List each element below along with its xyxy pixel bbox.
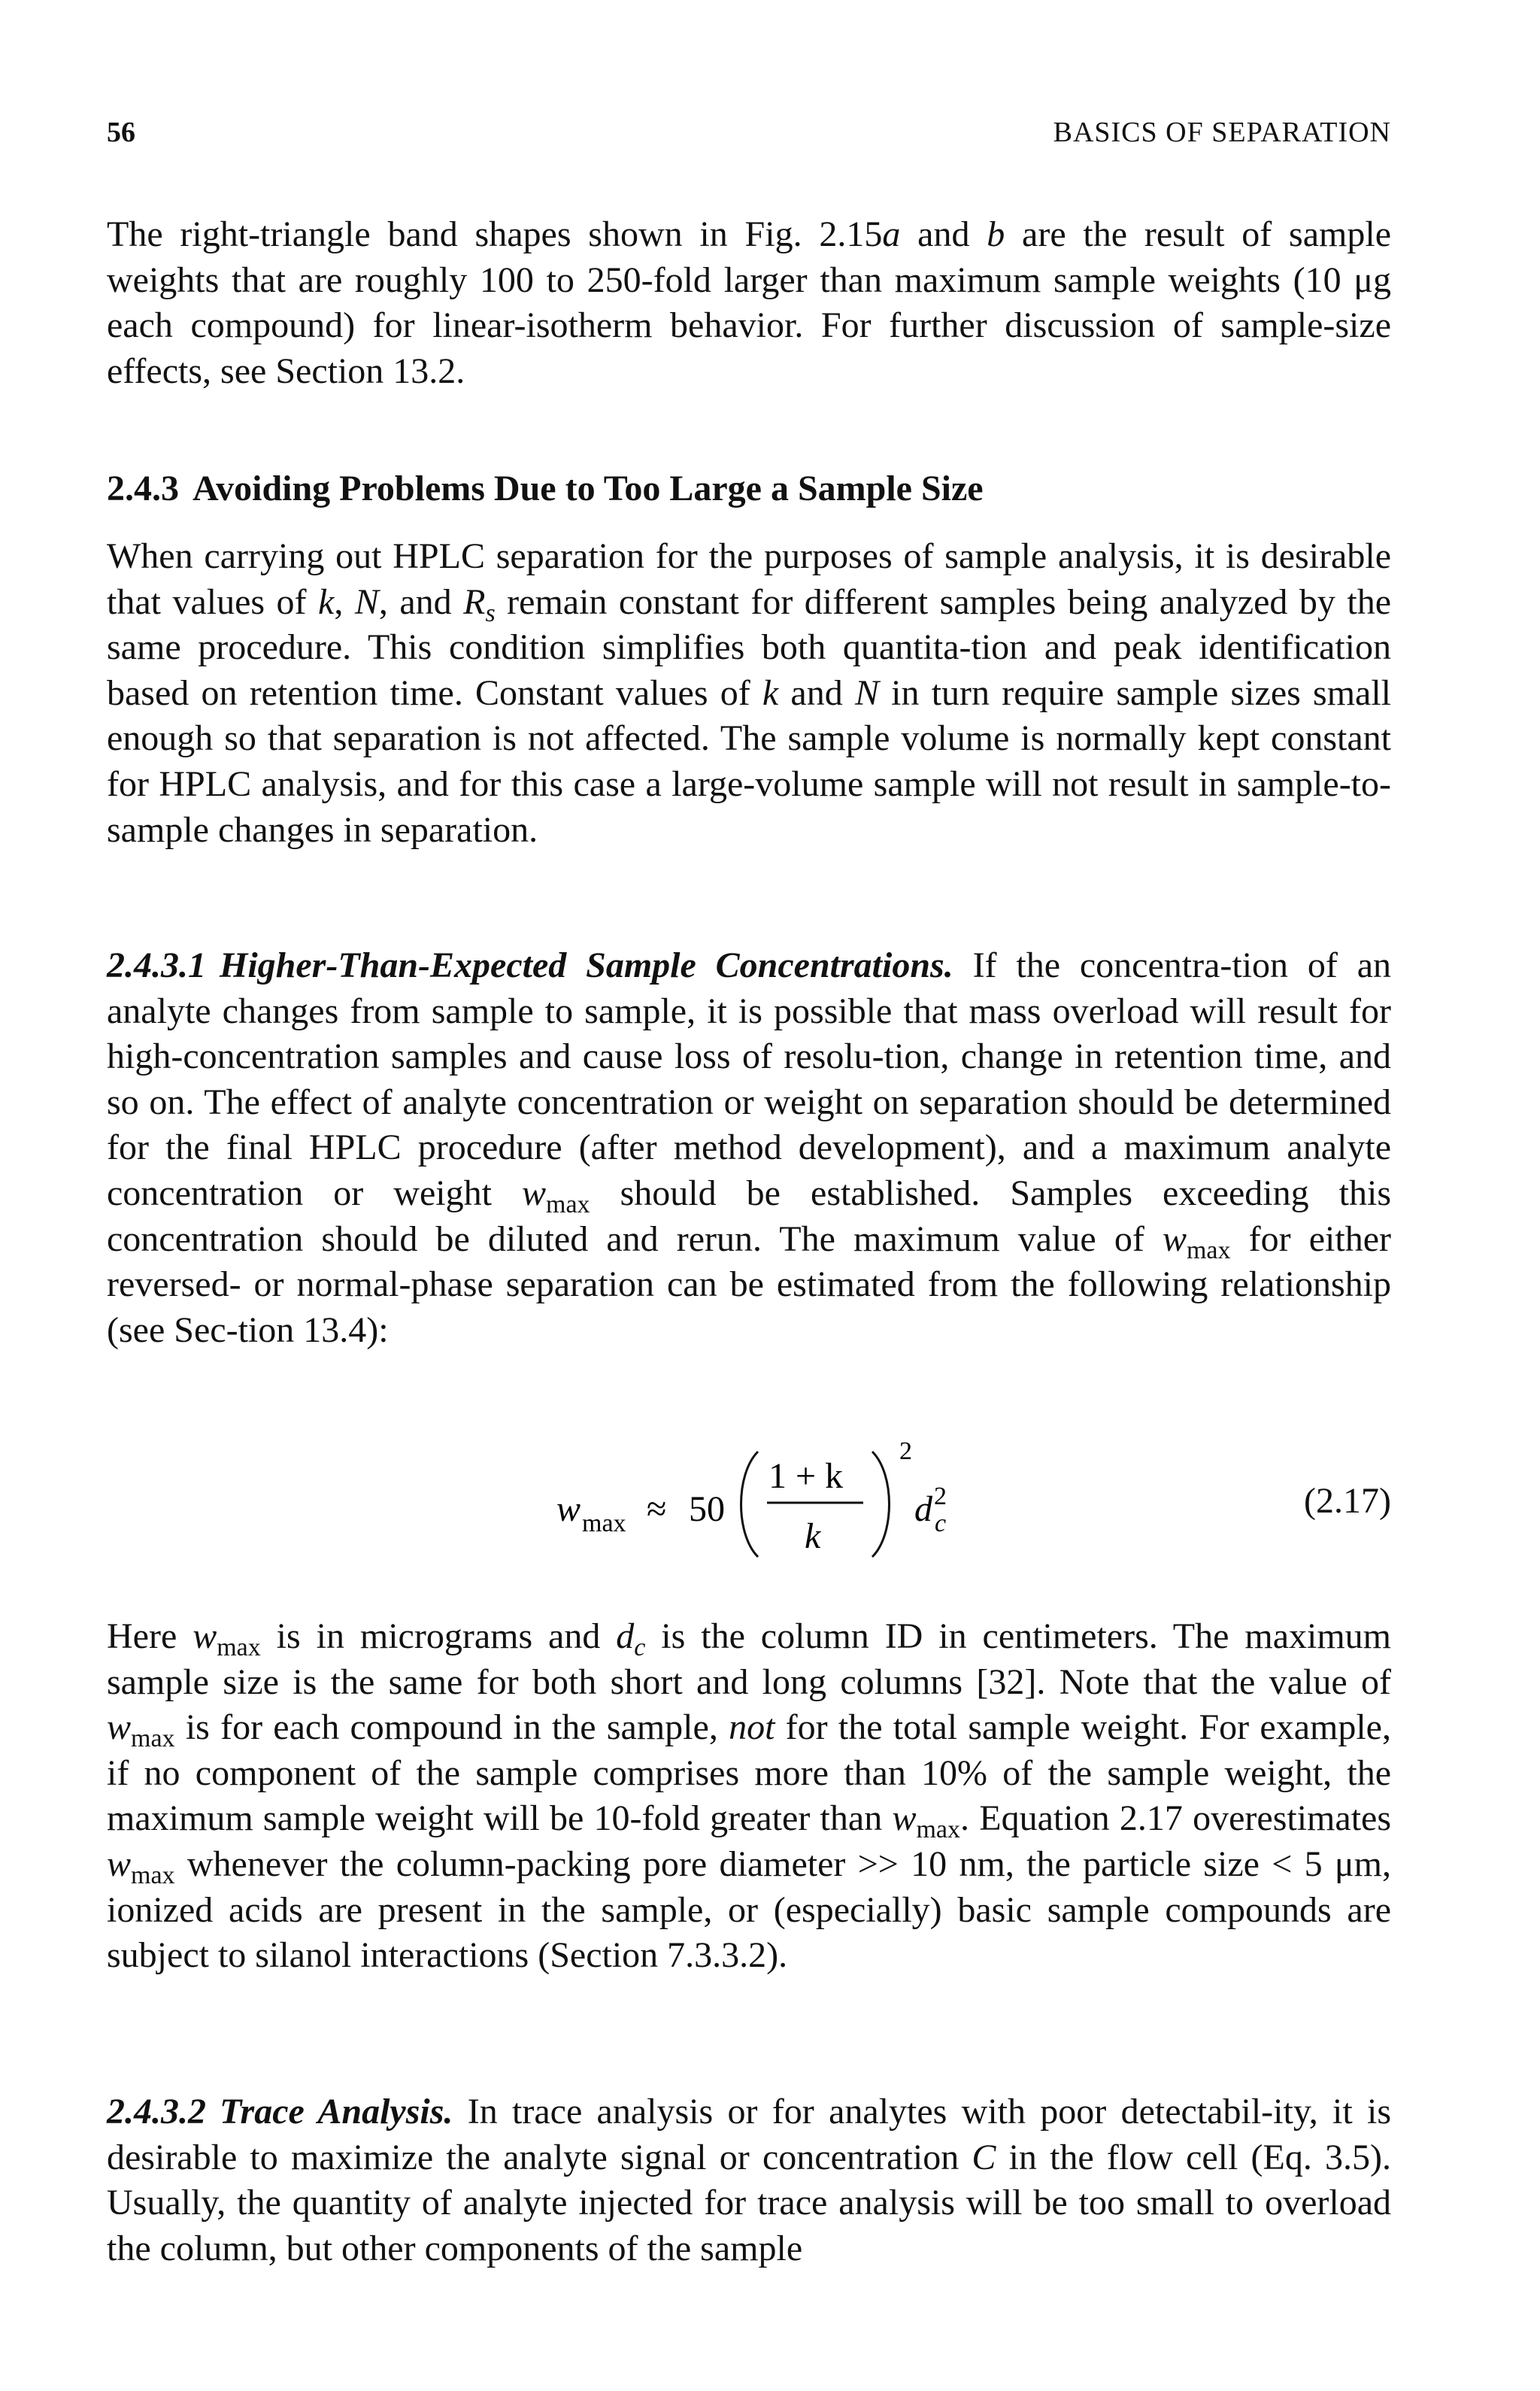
equation-d-exponent: 2 [934, 1482, 947, 1510]
subscript-max: max [131, 1861, 175, 1889]
section-number: 2.4.3 [107, 469, 179, 508]
italic-emphasis: not [729, 1707, 775, 1748]
subsection-number: 2.4.3.2 [107, 2092, 206, 2132]
text-run: If the concentra-tion of an analyte changes from sample to sample, it is possible that mass overload will result for high-concentration samples and cause loss of resolu-tion, change in retention time, and so on. The effect of analyte concentration or weight on separation should be determined for the final HPLC procedure (after method development), and a maximum analyte concentration or weight [107, 945, 1392, 1213]
variable-w: w [107, 1843, 132, 1884]
text-run: is for each compound in the sample, [174, 1707, 729, 1748]
equation-exponent: 2 [899, 1437, 912, 1465]
text-run: The right-triangle band shapes shown in Fig. 2.15 [107, 214, 883, 254]
equation-lhs-variable: w [556, 1489, 581, 1529]
variable-r: R [463, 581, 486, 622]
subscript-c: c [634, 1634, 646, 1661]
subscript-max: max [131, 1725, 175, 1753]
section-heading [107, 466, 1391, 511]
subscript-max: max [916, 1816, 961, 1844]
left-paren [741, 1452, 759, 1557]
page-number: 56 [107, 117, 135, 148]
text-run: whenever the column-packing pore diameter >> 10 nm, the particle size < 5 μm, ionized acids are present in the sample, or (especially) basic sample compounds are subject to silanol interactions (Section 7.3.3.2). [107, 1843, 1391, 1976]
text-run: in the flow cell (Eq. 3.5). Usually, the quantity of analyte injected for trace analysis will be too small to overload the column, but other components of the sample [107, 2137, 1392, 2268]
variable-k: k [762, 672, 779, 713]
subsection-2-4-3-1-text [107, 943, 1391, 1353]
subsection-2-4-3-2-text [107, 2089, 1391, 2271]
text-run: , and [378, 581, 464, 622]
variable-n: N [854, 672, 879, 713]
paragraph-1 [107, 212, 1391, 394]
text-run: is the column ID in centimeters. The maximum sample size is the same for both short and long columns [32]. Note that the value of [107, 1616, 1391, 1702]
subsection-title: Trace Analysis. [220, 2092, 453, 2132]
variable-w: w [107, 1707, 132, 1748]
equation-lhs-subscript: max [582, 1510, 626, 1537]
equation-expression [556, 1429, 1083, 1579]
subsection-number: 2.4.3.1 [107, 945, 206, 985]
variable-w: w [1162, 1218, 1187, 1259]
section-title: Avoiding Problems Due to Too Large a Sample Size [192, 469, 984, 508]
text-run: is in micrograms and [260, 1616, 617, 1656]
subsection-2-4-3-2 [107, 2089, 1391, 2271]
equation-d-variable: d [914, 1489, 932, 1529]
subscript-max: max [1186, 1236, 1231, 1264]
equation-approx-sign: ≈ [647, 1489, 667, 1529]
right-paren [872, 1452, 890, 1557]
italic-letter: a [882, 214, 901, 254]
paragraph-3 [107, 1614, 1391, 1979]
text-run: should be established. Samples exceeding this concentration should be diluted and rerun. The maximum value of [107, 1173, 1391, 1259]
text-run: for either reversed- or normal-phase separation can be estimated from the following relationship (see Sec-tion 13.4): [107, 1218, 1392, 1350]
equation-2-17 [107, 1429, 1391, 1579]
text-run: are the result of sample weights that are roughly 100 to 250-fold larger than maximum sample weights (10 μg each compound) for linear-isotherm behavior. For further discussion of sample-size effects, see Section 13.2. [107, 214, 1391, 391]
text-run: for the total sample weight. For example, if no component of the sample comprises more than 10% of the sample weight, the maximum sample weight will be 10-fold greater than [107, 1707, 1391, 1839]
subscript-max: max [217, 1634, 261, 1661]
subsection-title: Higher-Than-Expected Sample Concentrations. [220, 945, 953, 985]
paragraph-1-text [107, 212, 1391, 394]
variable-d: d [616, 1616, 635, 1656]
equation-d-subscript: c [935, 1510, 947, 1537]
text-run: remain constant for different samples being analyzed by the same procedure. This condition simplifies both quantita-tion and peak identification based on retention time. Constant values of [107, 581, 1392, 713]
equation-denominator: k [805, 1516, 821, 1556]
text-run: in turn require sample sizes small enough so that separation is not affected. The sample volume is normally kept constant for HPLC analysis, and for this case a large-volume sample will not result in sample-to-sample changes in separation. [107, 672, 1391, 850]
paragraph-2 [107, 534, 1391, 853]
variable-w: w [892, 1798, 917, 1839]
variable-k: k [318, 581, 335, 622]
subscript-max: max [546, 1190, 590, 1218]
subscript-s: s [485, 599, 496, 627]
paragraph-3-text [107, 1614, 1391, 1979]
variable-w: w [192, 1616, 217, 1656]
italic-letter: b [987, 214, 1005, 254]
equation-number: (2.17) [1304, 1481, 1391, 1521]
running-head: BASICS OF SEPARATION [1053, 117, 1391, 148]
variable-w: w [521, 1173, 546, 1213]
paragraph-2-text [107, 534, 1391, 853]
page-header [107, 111, 1391, 153]
text-run: and [900, 214, 987, 254]
variable-n: N [354, 581, 379, 622]
text-run: Here [107, 1616, 193, 1656]
subsection-2-4-3-1 [107, 943, 1391, 1353]
section-2-4-3 [107, 466, 1391, 511]
text-run: and [778, 672, 855, 713]
equation-coefficient: 50 [689, 1489, 725, 1529]
text-run: . Equation 2.17 overestimates [960, 1798, 1392, 1839]
equation-numerator: 1 + k [768, 1456, 844, 1496]
text-run: In trace analysis or for analytes with poor detectabil-ity, it is desirable to maximize the analyte signal or concentration [107, 2092, 1392, 2177]
variable-c: C [972, 2137, 996, 2177]
text-run: When carrying out HPLC separation for the purposes of sample analysis, it is desirable that values of [107, 536, 1391, 622]
text-run: , [334, 581, 355, 622]
